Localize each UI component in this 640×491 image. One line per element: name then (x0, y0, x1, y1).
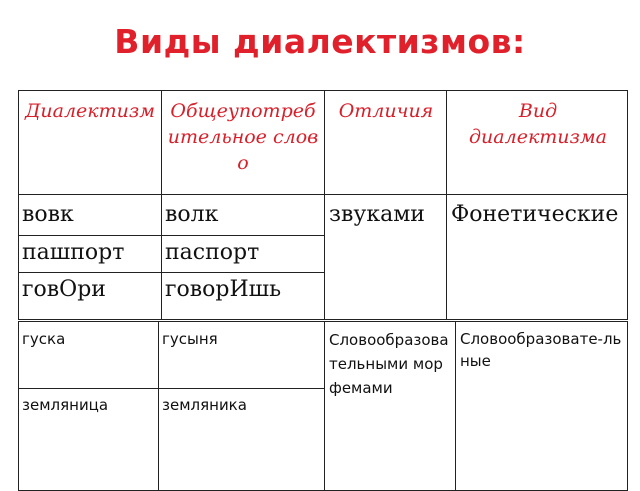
dialect-word: пашпорт (22, 240, 125, 265)
difference-text: Словообразовательными морфемами (329, 331, 449, 397)
difference-text: звуками (329, 202, 425, 227)
header-common-word: Общеупотребительное слово (167, 100, 319, 174)
common-word: земляника (162, 396, 247, 414)
common-word: волк (165, 202, 219, 227)
dialect-word: вовк (22, 202, 74, 227)
page-title: Виды диалектизмов: (114, 22, 526, 61)
divider (18, 388, 325, 389)
common-word: говорИшь (165, 277, 282, 302)
divider (18, 235, 325, 236)
header-differences: Отличия (338, 100, 434, 122)
header-dialectism: Диалектизм (24, 100, 156, 122)
divider (18, 272, 325, 273)
divider (324, 321, 325, 491)
common-word: гусыня (162, 330, 218, 348)
divider (324, 90, 325, 320)
header-dialect-type: Вид диалектизма (469, 100, 607, 148)
dialect-type-text: Фонетические (451, 202, 619, 227)
common-word: паспорт (165, 240, 260, 265)
dialect-word: говОри (22, 277, 106, 302)
divider (455, 321, 456, 491)
divider (18, 194, 628, 195)
dialect-word: земляница (22, 396, 109, 414)
divider (446, 90, 447, 320)
dialect-word: гуска (22, 330, 66, 348)
dialect-type-text: Словообразовате-льные (460, 330, 622, 370)
